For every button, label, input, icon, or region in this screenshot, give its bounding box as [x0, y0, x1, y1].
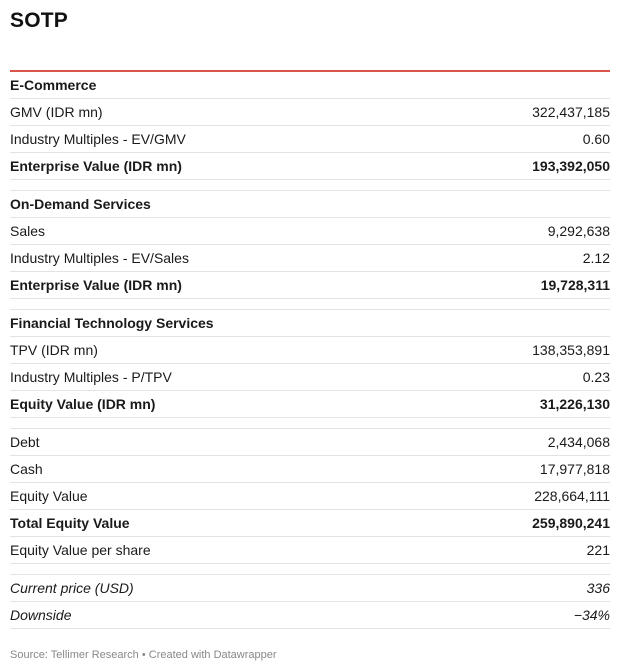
- section-header-fintech: [10, 310, 610, 337]
- sotp-table: [10, 72, 610, 629]
- section-gap: [10, 180, 610, 191]
- section-header-e-commerce: [10, 72, 610, 99]
- table-row-total: [10, 272, 610, 299]
- row-label: Industry Multiples - P/TPV: [10, 369, 172, 385]
- table-row-total: [10, 510, 610, 537]
- section-gap: [10, 299, 610, 310]
- row-label: Industry Multiples - EV/GMV: [10, 131, 186, 147]
- row-value: 0.23: [582, 369, 610, 385]
- table-row: [10, 602, 610, 629]
- section-header-label: E-Commerce: [10, 77, 97, 93]
- row-value: 17,977,818: [539, 461, 610, 477]
- row-label: GMV (IDR mn): [10, 104, 103, 120]
- row-label: Current price (USD): [10, 580, 134, 596]
- table-row: [10, 537, 610, 564]
- row-value: 221: [586, 542, 610, 558]
- row-value: 31,226,130: [539, 396, 610, 412]
- row-label: TPV (IDR mn): [10, 342, 98, 358]
- row-label: Sales: [10, 223, 46, 239]
- row-label: Enterprise Value (IDR mn): [10, 277, 182, 293]
- section-gap: [10, 418, 610, 429]
- row-label: Enterprise Value (IDR mn): [10, 158, 182, 174]
- table-row: [10, 245, 610, 272]
- row-value: 322,437,185: [532, 104, 610, 120]
- row-value: 2,434,068: [547, 434, 610, 450]
- row-value: 0.60: [582, 131, 610, 147]
- section-header-label: On-Demand Services: [10, 196, 151, 212]
- table-row: [10, 218, 610, 245]
- row-value: 9,292,638: [547, 223, 610, 239]
- row-label: Debt: [10, 434, 40, 450]
- row-label: Equity Value: [10, 488, 88, 504]
- row-label: Industry Multiples - EV/Sales: [10, 250, 189, 266]
- row-label: Total Equity Value: [10, 515, 130, 531]
- source-note: Source: Tellimer Research • Created with Datawrapper: [10, 649, 277, 661]
- row-value: 19,728,311: [540, 277, 610, 293]
- row-label: Equity Value per share: [10, 542, 151, 558]
- table-row: [10, 575, 610, 602]
- table-row: [10, 429, 610, 456]
- table-row: [10, 483, 610, 510]
- row-value: 138,353,891: [532, 342, 610, 358]
- row-value: 259,890,241: [532, 515, 610, 531]
- page-title: SOTP: [10, 9, 68, 32]
- table-row: [10, 126, 610, 153]
- row-value: −34%: [573, 607, 610, 623]
- table-row-total: [10, 153, 610, 180]
- section-header-label: Financial Technology Services: [10, 315, 214, 331]
- row-label: Equity Value (IDR mn): [10, 396, 156, 412]
- row-label: Cash: [10, 461, 43, 477]
- row-value: 336: [586, 580, 610, 596]
- table-row: [10, 456, 610, 483]
- table-row: [10, 99, 610, 126]
- table-row-total: [10, 391, 610, 418]
- section-header-on-demand: [10, 191, 610, 218]
- row-value: 193,392,050: [532, 158, 610, 174]
- table-row: [10, 337, 610, 364]
- row-value: 2.12: [582, 250, 610, 266]
- row-label: Downside: [10, 607, 72, 623]
- section-gap: [10, 564, 610, 575]
- table-row: [10, 364, 610, 391]
- row-value: 228,664,111: [534, 488, 610, 504]
